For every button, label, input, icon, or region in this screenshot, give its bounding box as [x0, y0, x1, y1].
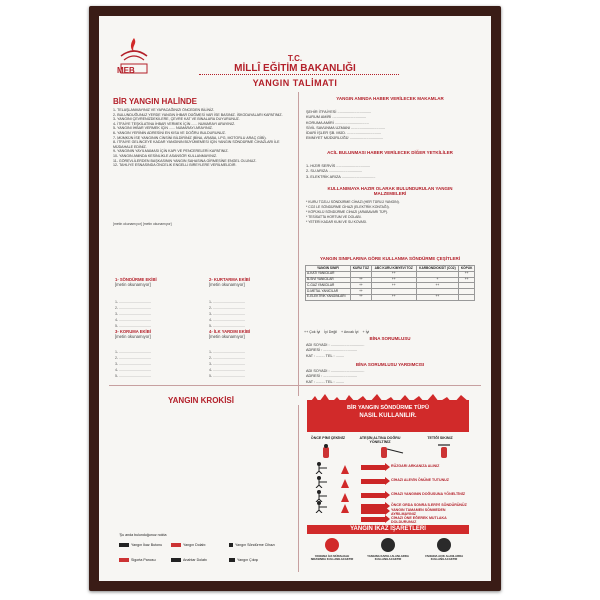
arrow-icon	[361, 493, 385, 498]
legend-item: Yangın İkaz Butonu	[119, 543, 162, 547]
list-item: 3- YANGINI ÇEVRENİZDEKİLERE, ÇEVRE KAT VE BİNALARA DUYURUNUZ.	[113, 117, 240, 122]
list-item: * KURU TOZLU SÖNDÜRME CİHAZI (HER TÜRLÜ YANGIN).	[306, 200, 400, 204]
list-item: KORUMA AMİRİ	[306, 120, 334, 125]
table-header: KURU TOZ	[350, 266, 371, 272]
table-header: YANGIN SINIFI	[306, 266, 351, 272]
step-heading: ÖNCE PİMİ ÇEKİNİZ	[310, 436, 346, 440]
team-lines-3: 1- ................................ 2- ................................ 3- ................................ 4- ................................ 5- ................................	[115, 350, 152, 378]
step-person-icon	[311, 475, 355, 488]
right-sec3-title: KULLANIMAYA HAZIR OLARAK BULUNDURULAN YANGIN MALZEMELERİ	[327, 186, 453, 196]
materials-list	[306, 200, 400, 225]
table-legend: ++ Çok İyi İyi Değil + Ancak İyi + İyi	[304, 330, 370, 334]
ikaz-label: YANGINA AÇIK ALANLARDA KULLANILACAKTIR	[424, 554, 464, 562]
step-text: YANGIN TAMAMEN SÖNMEDEN AYRILMAYINIZ	[391, 508, 446, 517]
arrow-icon	[361, 517, 385, 522]
poster-paper	[99, 16, 491, 581]
step-text: CİHAZI ALEVİN ÖNÜNE TUTUNUZ	[391, 478, 449, 482]
header-divider	[199, 74, 399, 75]
ikaz-label: YANGINA İLK MÜDAHALE SIRASINDA KULLANILACAKTIR	[310, 554, 354, 562]
team-desc-3: [metin okunamıyor]	[115, 334, 151, 339]
legend-item: Yangın Çıkışı	[229, 558, 258, 562]
extinguisher-steps-icon	[317, 443, 467, 459]
kroki-note: 'Şu anda bulunduğunuz nokta	[119, 533, 167, 537]
team-title-1: 1- SÖNDÜRME EKİBİ	[115, 277, 157, 282]
table-header: ABC KURU KİMYEVİ TOZ	[371, 266, 416, 272]
list-item: 2- SU ARIZA	[306, 169, 328, 174]
key-cabinet-icon	[171, 558, 181, 562]
table-row: C-GAZ YANICILAR ++ ++ ++	[306, 283, 475, 289]
table-row: B-SIVI YANICILAR ++ ++ + ++	[306, 277, 475, 283]
legend-item: Yangın Dolabı	[171, 543, 206, 547]
step-heading: ATEŞİN ALTINA DOĞRU YÖNELTİNİZ	[359, 436, 401, 444]
list-item: * CO2 LE SÖNDÜRME CİHAZI (ELEKTRİK KONTAĞI).	[306, 205, 390, 209]
other-authorities-list: 1- HIZIR SERVİS ................................ 2- SU ARIZA ................................ 3- ELEKTRİK ARIZA ................................	[306, 164, 376, 179]
right-sec2-title: ACİL BULUNMASI HABER VERİLECEK DİĞER YETKİLİLER	[327, 150, 453, 155]
list-item: 3- ELEKTRİK ARIZA	[306, 174, 341, 179]
legend-item: Sigorta Panosu	[119, 558, 156, 562]
table-header: KÖPÜK	[459, 266, 475, 272]
warning-indoor-icon	[381, 538, 395, 552]
column-divider	[298, 92, 299, 572]
list-item: 8- İTFAİYE GELİNCEYE KADAR YANGININ BÜYÜMEMESİ İÇİN YANGIN SÖNDÜRME CİHAZLARI İLE MÜDAHALE EDİNİZ.	[113, 140, 280, 149]
step-text: ÖNCE ORDA SONRA İLERİYİ SÖNDÜRÜNÜZ	[391, 503, 467, 507]
list-item: ŞEHİR İTFAİYESİ	[306, 110, 337, 114]
fire-cabinet-icon	[171, 543, 181, 547]
list-item: 2- BULUNDUĞUNUZ YERDE YANGIN İHBAR DÜĞMESİ VAR İSE BASINIZ. İSKODAYALARI KAPATINIZ.	[113, 112, 283, 117]
table-row: E-ELEKTRİK YANGINLARI ++ ++ ++	[306, 294, 475, 300]
list-item: 11- GÖREVLİLERDEN BAŞKASININ YANGIN SAHASINA GİRMESİNE ENGEL OLUNUZ.	[113, 158, 257, 163]
step-text: CİHAZI ÖNE EĞEREK MUTLAKA DOLDURUNUZ	[391, 516, 447, 525]
team-title-3: 3- KORUMA EKİBİ	[115, 329, 151, 334]
sorumlu-title: BİNA SORUMLUSU	[369, 336, 411, 341]
arrow-icon	[361, 479, 385, 484]
step-row	[307, 461, 473, 475]
left-section-title: BİR YANGIN HALİNDE	[113, 97, 198, 106]
table-row: A-KATI YANICILAR ++ ++	[306, 271, 475, 277]
header-ministry: MİLLÎ EĞİTİM BAKANLIĞI	[234, 63, 356, 74]
list-item: EMNİYET MÜDÜRLÜĞÜ	[306, 136, 349, 141]
section-divider	[109, 385, 481, 386]
step-person-icon	[311, 461, 355, 474]
arrow-icon	[361, 465, 385, 470]
legend-item: Yangın Söndürme Cihazı	[229, 543, 275, 547]
fuse-panel-icon	[119, 558, 129, 562]
ikaz-title: YANGIN İKAZ İŞARETLERİ	[350, 526, 426, 532]
team-lines-4: 1- ................................ 2- ................................ 3- ................................ 4- ................................ 5- ................................	[209, 350, 246, 378]
list-item: 12- TAHLİYE ESNASINDA ÖNCELİK ENGELLİ BİREYLERE VERİLMELİDİR.	[113, 163, 237, 168]
step-text: RÜZGARI ARKANIZA ALINIZ	[391, 464, 440, 468]
paragraph-1: [metin okunamıyor]	[113, 222, 142, 226]
instruction-list	[113, 108, 293, 168]
list-item: * KÖPÜKLÜ SÖNDÜRME CİHAZI (ARABAVARI TÜP).	[306, 210, 388, 214]
list-item: İDARİ İŞLER ŞB. MÜD.	[306, 131, 347, 136]
right-sec1-title: YANGIN ANINDA HABER VERİLECEK MAKAMLAR	[336, 96, 444, 101]
yardimci-title: BİNA SORUMLUSU YARDIMCISI	[355, 362, 425, 367]
team-title-2: 2- KURTARMA EKİBİ	[209, 277, 250, 282]
list-item: 7- MÜMKÜN İSE YANGININ CİNSİNİ BİLDİRİNİZ (BİNA, ARABA, LPG, MOTORLU ARAÇ GİBİ).	[113, 135, 267, 140]
team-desc-1: [metin okunamıyor]	[115, 282, 151, 287]
list-item: 5- YANGINI İHBAR VERMEK İÇİN ...... NUMARAYI ARAYINIZ.	[113, 126, 213, 131]
legend-item: Anahtar Dolabı	[171, 558, 207, 562]
list-item: 4- İTFAİYE TEŞKİLATINA İHBAR VERMEK İÇİN ...... NUMARAYI ARAYINIZ.	[113, 121, 236, 126]
list-item: * YETERİ KADAR KUM VE SU KOVASI.	[306, 220, 367, 224]
list-item: * TESİSATTA HORTUM VE DOLABI.	[306, 215, 362, 219]
team-desc-4: [metin okunamıyor]	[209, 334, 245, 339]
step-heading: TETİĞİ SIKINIZ	[427, 436, 453, 440]
ikaz-label: YANGINA KAPALI ALANLARDA KULLANILACAKTIR	[367, 554, 409, 562]
extinguisher-table	[305, 265, 475, 301]
arrow-icon	[361, 509, 385, 514]
list-item: KURUM AMİRİ	[306, 115, 332, 120]
kroki-title: YANGIN KROKİSİ	[99, 396, 303, 405]
list-item: 9- YANGININ YAYILMAMASI İÇİN KAPI VE PENCERELERİ KAPATINIZ.	[113, 149, 229, 154]
list-item: 6- YANGIN YERİNİN ADRESİNİ EN KISA VE DOĞRU BULDURUNUZ.	[113, 130, 226, 135]
list-item: 1- TELAŞLANMAYINIZ VE YAPACAĞINIZI ÖNCEDEN BİLİNİZ.	[113, 108, 215, 112]
authorities-list: ŞEHİR İTFAİYESİ ................................ KURUM AMİRİ ................................ KORUMA AMİRİ ................................ SİVİL SAVUNMA UZMANI ................................ İDARİ İŞLER ŞB. MÜD. ................................ EMNİYET MÜDÜRLÜĞÜ ................................	[306, 110, 385, 141]
table-header: KARBONDİOKSİT (CO2)	[416, 266, 459, 272]
extinguisher-title-1: BİR YANGIN SÖNDÜRME TÜPÜ	[347, 405, 429, 411]
step-row	[307, 475, 473, 489]
team-lines-2: 1- ................................ 2- ................................ 3- ................................ 4- ................................ 5- ................................	[209, 300, 246, 328]
alarm-button-icon	[119, 543, 129, 547]
team-paragraph	[113, 222, 293, 226]
table-title: YANGIN SINIFLARINA GÖRE KULLANMA SÖNDÜRME ÇEŞİTLERİ	[319, 256, 460, 261]
team-desc-2: [metin okunamıyor]	[209, 282, 245, 287]
poster-frame	[89, 6, 501, 591]
list-item: 1- HIZIR SERVİS	[306, 164, 336, 168]
team-title-4: 4- İLK YARDIM EKİBİ	[209, 329, 251, 334]
warning-fire-icon	[325, 538, 339, 552]
flames-icon	[307, 392, 469, 406]
step-row	[307, 516, 473, 525]
table-row: D-METAL YANICILAR ++	[306, 289, 475, 295]
paragraph-2: [metin okunamıyor]	[142, 222, 172, 226]
team-lines-1: 1- ................................ 2- ................................ 3- ................................ 4- ................................ 5- ................................	[115, 300, 152, 328]
list-item: 10- YANGIN ANINDA KESİNLİKLE ASANSÖR KULLANMAYINIZ.	[113, 153, 218, 158]
exit-icon	[229, 558, 235, 562]
extinguisher-title-2: NASIL KULLANILIR.	[359, 413, 417, 419]
header-tc: T.C.	[287, 54, 303, 63]
sorumlu-fields: ADI SOYADI : ................................ ADRESİ : ................................ KAT : ........ TEL : ........	[306, 343, 365, 358]
step-text: CİHAZI YANGININ DOĞUSUNA YÖNELTİNİZ	[391, 492, 466, 496]
extinguisher-icon	[229, 543, 233, 547]
logo-text: MEB	[117, 66, 135, 75]
page-title: YANGIN TALİMATI	[252, 78, 338, 88]
warning-outdoor-icon	[437, 538, 451, 552]
yardimci-fields: ADI SOYADI : ................................ ADRESİ : ................................ KAT : ........ TEL : ........	[306, 369, 365, 384]
list-item: SİVİL SAVUNMA UZMANI	[306, 125, 351, 130]
